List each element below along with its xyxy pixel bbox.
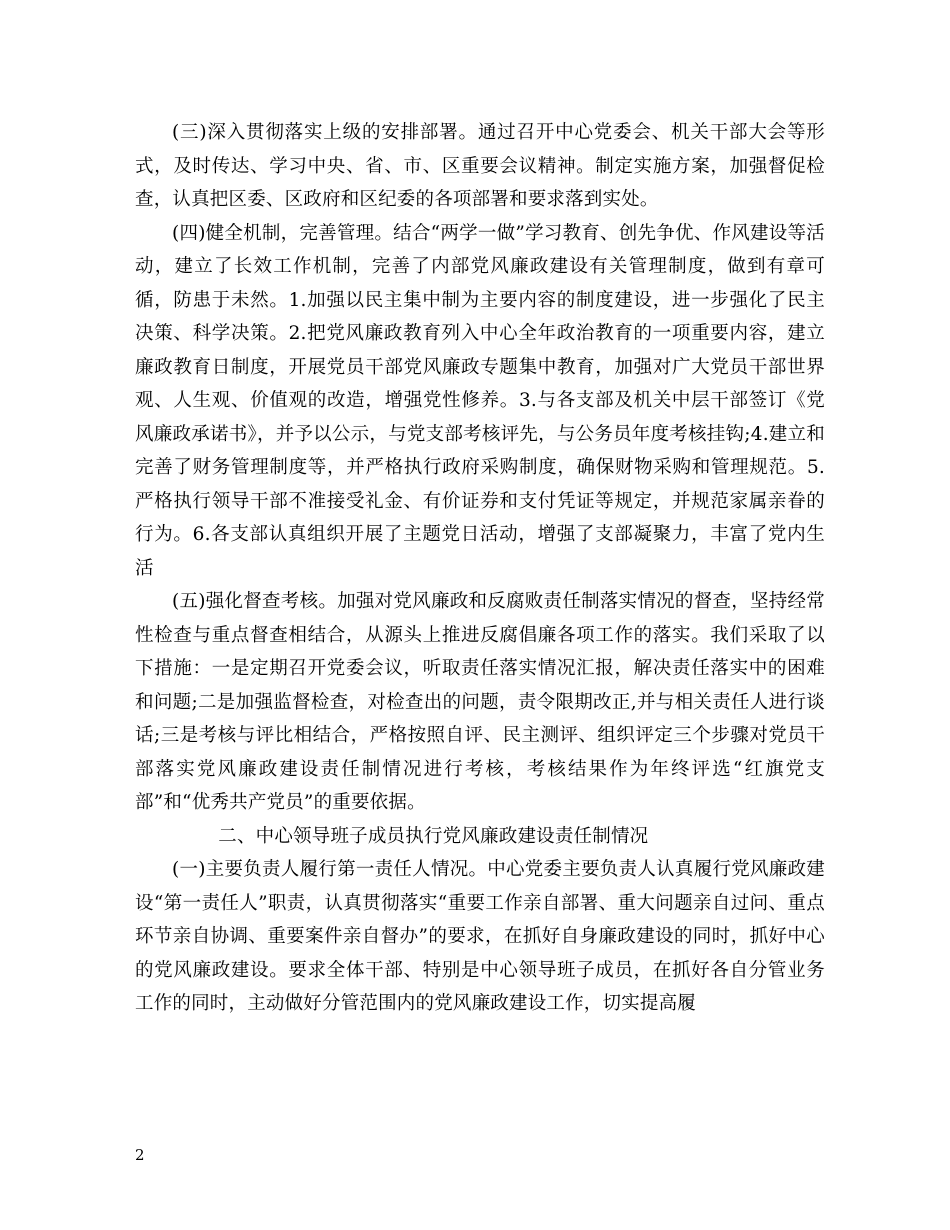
paragraph-section-3: (三)深入贯彻落实上级的安排部署。通过召开中心党委会、机关干部大会等形式，及时传达、学习中央、省、市、区重要会议精神。制定实施方案，加强督促检查，认真把区委、区政府和区纪委的各项部署和要求落到实处。 bbox=[135, 122, 825, 210]
paragraph-subsection-1: (一)主要负责人履行第一责任人情况。中心党委主要负责人认真履行党风廉政建设“第一责任人”职责，认真贯彻落实“重要工作亲自部署、重大问题亲自过问、重点环节亲自协调、重要案件亲自督办”的要求，在抓好自身廉政建设的同时，抓好中心的党风廉政建设。要求全体干部、特别是中心领导班子成员，在抓好各自分管业务工作的同时，主动做好分管范围内的党风廉政建设工作，切实提高履 bbox=[135, 859, 825, 1014]
paragraph-section-5: (五)强化督查考核。加强对党风廉政和反腐败责任制落实情况的督查，坚持经常性检查与重点督查相结合，从源头上推进反腐倡廉各项工作的落实。我们采取了以下措施：一是定期召开党委会议，听取责任落实情况汇报，解决责任落实中的困难和问题;二是加强监督检查，对检查出的问题，责令限期改正,并与相关责任人进行谈话;三是考核与评比相结合，严格按照自评、民主测评、组织评定三个步骤对党员干部落实党风廉政建设责任制情况进行考核，考核结果作为年终评选“红旗党支部”和“优秀共产党员”的重要依据。 bbox=[135, 591, 825, 813]
document-body bbox=[135, 116, 825, 1021]
section-heading: 二、中心领导班子成员执行党风廉政建设责任制情况 bbox=[218, 825, 649, 847]
page-number: 2 bbox=[135, 1146, 145, 1164]
paragraph-section-4: (四)健全机制，完善管理。结合“两学一做”学习教育、创先争优、作风建设等活动，建立了长效工作机制，完善了内部党风廉政建设有关管理制度，做到有章可循，防患于未然。1.加强以民主集中制为主要内容的制度建设，进一步强化了民主决策、科学决策。2.把党风廉政教育列入中心全年政治教育的一项重要内容，建立廉政教育日制度，开展党员干部党风廉政专题集中教育，加强对广大党员干部世界观、人生观、价值观的改造，增强党性修养。3.与各支部及机关中层干部签订《党风廉政承诺书》，并予以公示，与党支部考核评先，与公务员年度考核挂钩;4.建立和完善了财务管理制度等，并严格执行政府采购制度，确保财物采购和管理规范。5.严格执行领导干部不准接受礼金、有价证券和支付凭证等规定，并规范家属亲眷的行为。6.各支部认真组织开展了主题党日活动，增强了支部凝聚力，丰富了党内生活 bbox=[135, 222, 825, 579]
